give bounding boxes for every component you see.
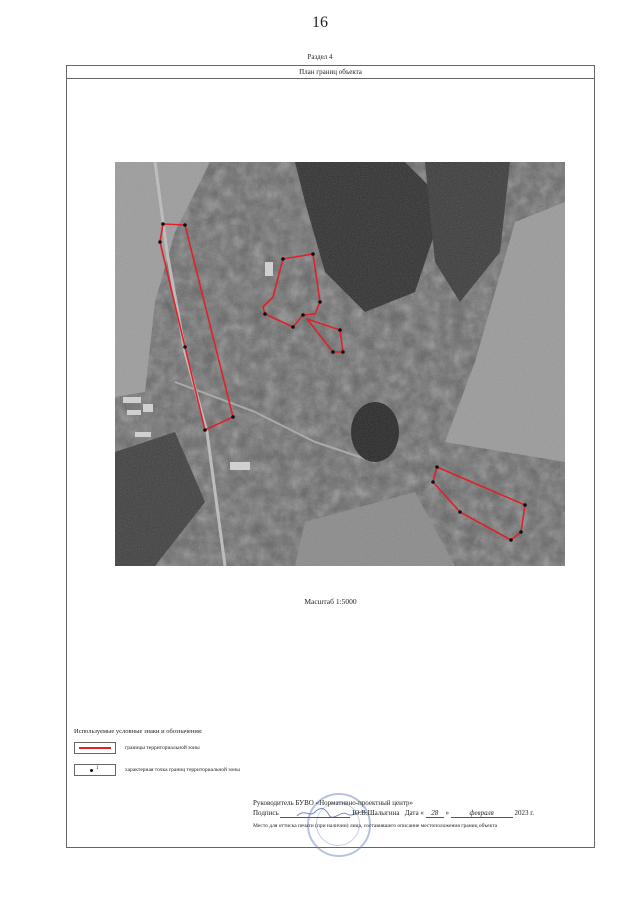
date-month: февраля xyxy=(451,809,513,818)
legend-red-line xyxy=(79,747,111,749)
map-image xyxy=(115,162,565,566)
date-day: 28 xyxy=(426,809,444,818)
legend-point-label: характерная точка границ территориальной зоны xyxy=(125,767,240,773)
signature-head-line: Руководитель БУВО «Нормативно-проектный центр» xyxy=(253,799,414,807)
satellite-map[interactable] xyxy=(115,162,565,566)
date-year: 2023 г. xyxy=(514,809,535,817)
sign-blank xyxy=(280,809,350,818)
plan-frame xyxy=(66,65,595,848)
legend-point-number: 1 xyxy=(96,766,99,771)
legend-title: Используемые условные знаки и обозначения: xyxy=(74,728,203,735)
date-label: Дата « xyxy=(404,809,424,817)
page-number: 16 xyxy=(312,14,328,31)
date-quote: » xyxy=(445,809,449,817)
stamp-note: Место для оттиска печати (при наличии) лица, составившего описание местоположения границ объекта xyxy=(253,823,498,829)
frame-title: План границ объекта xyxy=(67,66,594,79)
legend-point-symbol xyxy=(74,764,116,776)
legend-zone-boundary-label: границы территориальной зоны xyxy=(125,745,200,751)
legend-point-dot xyxy=(90,769,93,772)
signature-line xyxy=(253,809,534,818)
legend-zone-boundary-symbol xyxy=(74,742,116,754)
signer-name: Ю.В.Шалыгина xyxy=(352,809,400,817)
sign-label: Подпись xyxy=(253,809,279,817)
scale-label: Масштаб 1:5000 xyxy=(304,597,357,606)
section-label: Раздел 4 xyxy=(307,53,333,61)
